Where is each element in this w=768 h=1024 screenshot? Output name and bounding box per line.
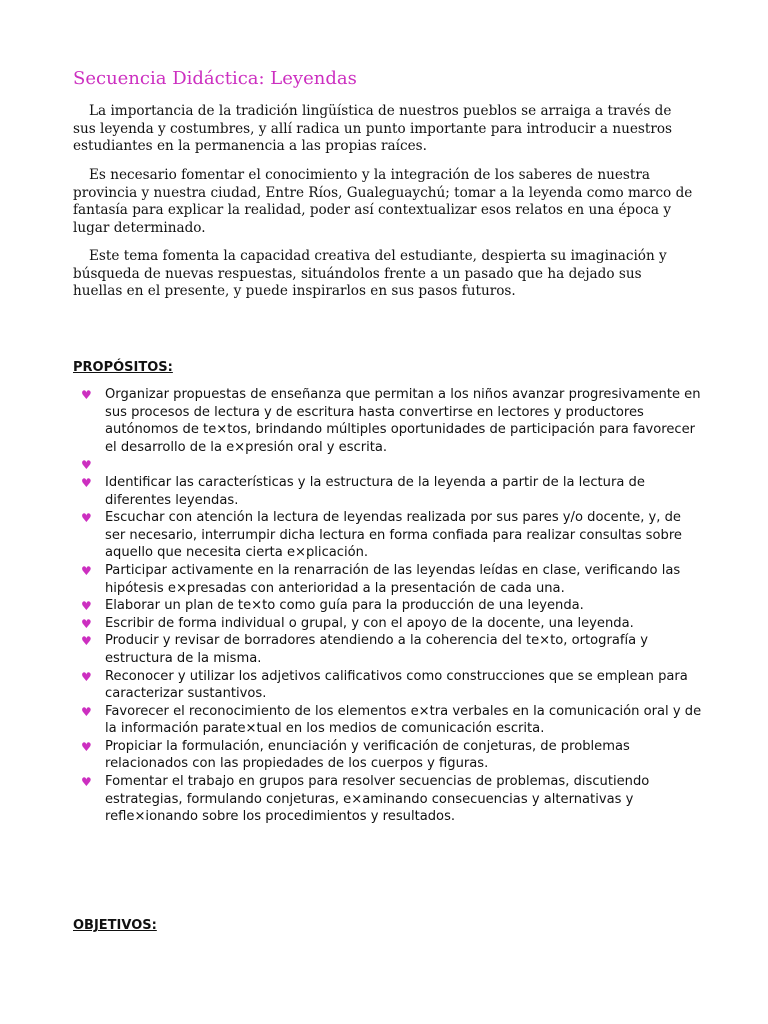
list-item — [0, 456, 705, 474]
purpose-text: Fomentar el trabajo en grupos para resolver secuencias de problemas, discutiendo estrategias, formulando conjeturas, e×aminando consecuencias y alternativas y refle×ionando sobre los procedimientos y resultados. — [105, 774, 650, 825]
list-item — [0, 562, 705, 597]
objectives-heading: OBJETIVOS: — [73, 918, 157, 933]
list-item — [0, 738, 705, 773]
intro-paragraph-2: Es necesario fomentar el conocimiento y la integración de los saberes de nuestra provincia y nuestra ciudad, Entre Ríos, Gualeguaychú; tomar a la leyenda como marco de fantasía para explicar la realidad, poder así contextualizar esos relatos en una época y lugar determinado. — [73, 167, 693, 236]
list-item — [0, 703, 705, 738]
heart-bullet-icon: ♥ — [81, 669, 92, 684]
heart-bullet-icon: ♥ — [81, 458, 92, 473]
list-item — [0, 615, 705, 633]
purposes-heading: PROPÓSITOS: — [73, 360, 173, 375]
purpose-text: Reconocer y utilizar los adjetivos calificativos como construcciones que se emplean para caracterizar sustantivos. — [105, 668, 688, 702]
purpose-text: Producir y revisar de borradores atendiendo a la coherencia del te×to, ortografía y estructura de la misma. — [105, 633, 649, 666]
purpose-text: Identificar las características y la estructura de la leyenda a partir de la lectura de diferentes leyendas. — [105, 474, 645, 508]
list-item — [0, 597, 705, 615]
intro-paragraph-3: Este tema fomenta la capacidad creativa del estudiante, despierta su imaginación y búsqueda de nuevas respuestas, situándolos frente a un pasado que ha dejado sus huellas en el presente, y puede inspirarlos en sus pasos futuros. — [73, 248, 667, 299]
purpose-text: Favorecer el reconocimiento de los elementos e×tra verbales en la comunicación oral y de la información parate×tual en los medios de comunicación escrita. — [105, 703, 702, 737]
heart-bullet-icon: ♥ — [81, 739, 92, 754]
heart-bullet-icon: ♥ — [81, 563, 92, 578]
purpose-text: Propiciar la formulación, enunciación y verificación de conjeturas, de problemas relacionados con las propiedades de los cuerpos y figuras. — [105, 738, 630, 772]
heart-bullet-icon: ♥ — [81, 475, 92, 490]
list-item — [0, 474, 705, 509]
document-title: Secuencia Didáctica: Leyendas — [73, 68, 357, 89]
purposes-list — [0, 386, 768, 826]
purpose-text: Escuchar con atención la lectura de leyendas realizada por sus pares y/o docente, y, de ser necesario, interrumpir dicha lectura en forma confiada para realizar consultas sobre aquello que necesita cierta e×plicación. — [105, 510, 682, 561]
heart-bullet-icon: ♥ — [81, 704, 92, 719]
list-item — [0, 386, 705, 456]
heart-bullet-icon: ♥ — [81, 388, 92, 402]
purpose-text: Participar activamente en la renarración de las leyendas leídas en clase, verificando las hipótesis e×presadas con anterioridad a la presentación de cada una. — [105, 562, 681, 596]
list-item — [0, 773, 705, 826]
heart-bullet-icon: ♥ — [81, 634, 92, 649]
heart-bullet-icon: ♥ — [81, 599, 92, 614]
list-item — [0, 509, 705, 562]
list-item — [0, 632, 705, 667]
list-item — [0, 668, 705, 703]
purpose-text: Organizar propuestas de enseñanza que permitan a los niños avanzar progresivamente en sus procesos de lectura y de escritura hasta convertirse en lectores y productores autónomos de te×tos, brindando múltiples oportunidades de participación para favorecer el desarrollo de la e×presión oral y escrita. — [105, 387, 701, 455]
heart-bullet-icon: ♥ — [81, 511, 92, 526]
purpose-text: Escribir de forma individual o grupal, y con el apoyo de la docente, una leyenda. — [105, 615, 634, 631]
heart-bullet-icon: ♥ — [81, 775, 92, 790]
intro-paragraph-1: La importancia de la tradición lingüística de nuestros pueblos se arraiga a través de sus leyenda y costumbres, y allí radica un punto importante para introducir a nuestros estudiantes en la permanencia a las propias raíces. — [73, 103, 673, 154]
purpose-text: Elaborar un plan de te×to como guía para la producción de una leyenda. — [105, 598, 584, 614]
heart-bullet-icon: ♥ — [81, 616, 92, 631]
